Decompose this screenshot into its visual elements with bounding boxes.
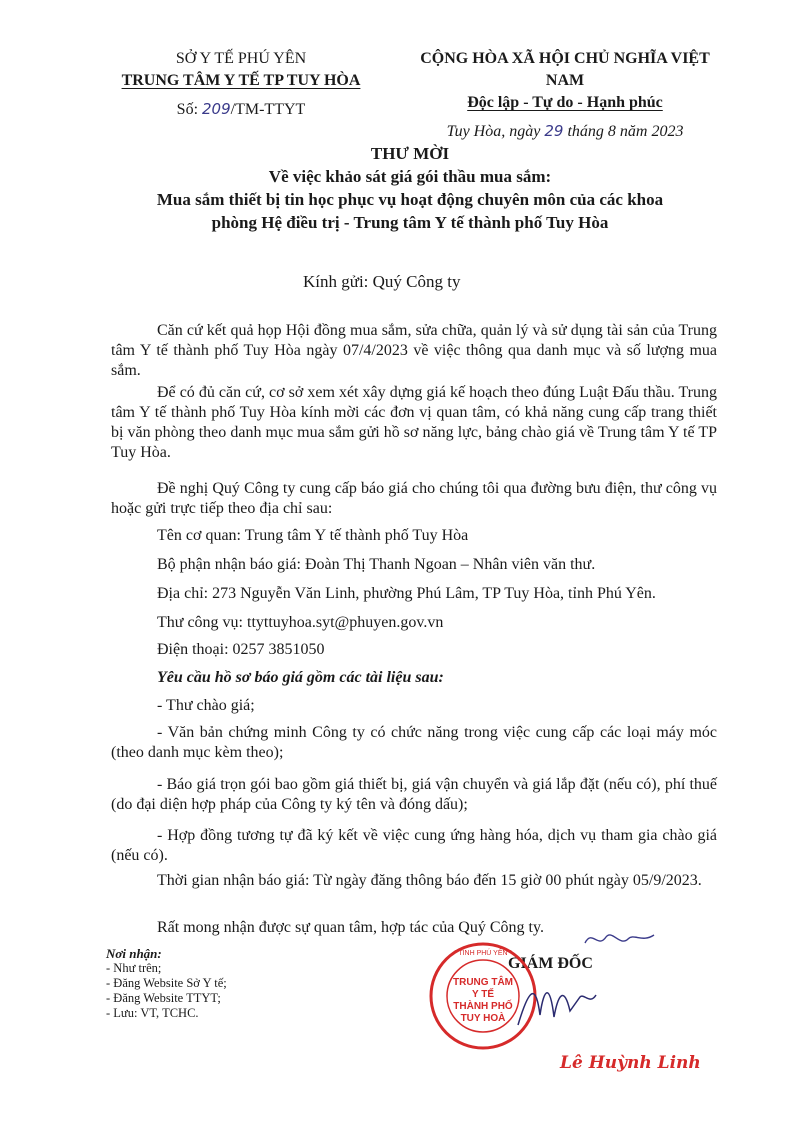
email-line: Thư công vụ: ttyttuyhoa.syt@phuyen.gov.vn [157,614,444,631]
agency-line: Tên cơ quan: Trung tâm Y tế thành phố Tuy Hòa [157,527,469,544]
title-sub-3: phòng Hệ điều trị - Trung tâm Y tế thành phố Tuy Hòa [211,213,609,232]
national-header [400,48,730,143]
center-name: TRUNG TÂM Y TẾ TP TUY HÒA [121,72,361,89]
motto: Độc lập - Tự do - Hạnh phúc [467,94,663,111]
phone-line: Điện thoại: 0257 3851050 [157,641,325,658]
recipient-item: - Đăng Website TTYT; [106,991,221,1005]
receiver-line: Bộ phận nhận báo giá: Đoàn Thị Thanh Ngoan – Nhân viên văn thư. [157,556,596,573]
recipient-item: - Như trên; [106,961,162,975]
paragraph-1: Căn cứ kết quả họp Hội đồng mua sắm, sửa chữa, quản lý và sử dụng tài sản của Trung tâm Y tế thành phố Tuy Hòa ngày 07/4/2023 về việc thông qua danh mục và số lượng mua sắm. [111,322,717,379]
address-line: Địa chỉ: 273 Nguyễn Văn Linh, phường Phú Lâm, TP Tuy Hòa, tỉnh Phú Yên. [157,585,656,602]
signature-block [420,925,720,1100]
document-date-hand: 29 [544,122,564,140]
requirements-heading: Yêu cầu hồ sơ báo giá gồm các tài liệu sau: [157,669,444,686]
svg-text:Y TẾ: Y TẾ [471,989,495,1000]
document-date: Tuy Hòa, ngày 29 tháng 8 năm 2023 [446,122,684,140]
document-number: Số: 209/TM-TTYT [176,100,306,118]
closing-paragraph: Rất mong nhận được sự quan tâm, hợp tác của Quý Công ty. [157,919,544,936]
paragraph-2: Để có đủ căn cứ, cơ sở xem xét xây dựng giá kế hoạch theo đúng Luật Đấu thầu. Trung tâm Y tế thành phố Tuy Hòa kính mời các đơn vị quan tâm, có khả năng cung cấp trang thiết bị văn phòng theo danh mục mua sắm gửi hồ sơ năng lực, bảng chào giá về Trung tâm Y tế TP Tuy Hòa. [111,384,717,461]
initials-mark [580,925,660,955]
agency-header [96,48,386,121]
requirement-2: - Văn bản chứng minh Công ty có chức năng trong việc cung cấp các loại máy móc (theo danh mục kèm theo); [111,724,717,761]
recipients-block [106,946,227,1021]
country-name: CỘNG HÒA XÃ HỘI CHỦ NGHĨA VIỆT NAM [420,50,710,89]
svg-text:THÀNH PHỐ: THÀNH PHỐ [453,1001,513,1012]
svg-text:TRUNG TÂM: TRUNG TÂM [453,977,513,988]
recipient-item: - Đăng Website Sở Y tế; [106,976,227,990]
svg-text:* TỈNH PHÚ YÊN *: * TỈNH PHÚ YÊN * [453,950,513,957]
recipients-heading: Nơi nhận: [106,946,162,961]
svg-text:TUY HOÀ: TUY HOÀ [460,1013,506,1024]
signature-scribble [510,975,600,1035]
greeting: Kính gửi: Quý Công ty [303,272,461,291]
signer-name: Lê Huỳnh Linh [560,1053,701,1073]
title-main: THƯ MỜI [370,144,450,163]
document-number-hand: 209 [202,100,231,118]
title-sub-1: Về việc khảo sát giá gói thầu mua sắm: [268,167,552,186]
document-title [60,142,760,234]
recipient-item: - Lưu: VT, TCHC. [106,1006,199,1020]
signer-role: GIÁM ĐỐC [508,955,593,972]
requirement-4: - Hợp đồng tương tự đã ký kết về việc cung ứng hàng hóa, dịch vụ tham gia chào giá (nếu có). [111,827,717,864]
requirement-3: - Báo giá trọn gói bao gồm giá thiết bị, giá vận chuyển và giá lắp đặt (nếu có), phí thuế (do đại diện hợp pháp của Công ty ký tên và đóng dấu); [111,776,717,813]
requirement-1: - Thư chào giá; [157,697,255,714]
title-sub-2: Mua sắm thiết bị tin học phục vụ hoạt động chuyên môn của các khoa [156,190,664,209]
department-name: SỞ Y TẾ PHÚ YÊN [175,50,307,67]
deadline-paragraph: Thời gian nhận báo giá: Từ ngày đăng thông báo đến 15 giờ 00 phút ngày 05/9/2023. [157,872,702,889]
paragraph-3: Đề nghị Quý Công ty cung cấp báo giá cho chúng tôi qua đường bưu điện, thư công vụ hoặc gửi trực tiếp theo địa chỉ sau: [111,480,717,517]
